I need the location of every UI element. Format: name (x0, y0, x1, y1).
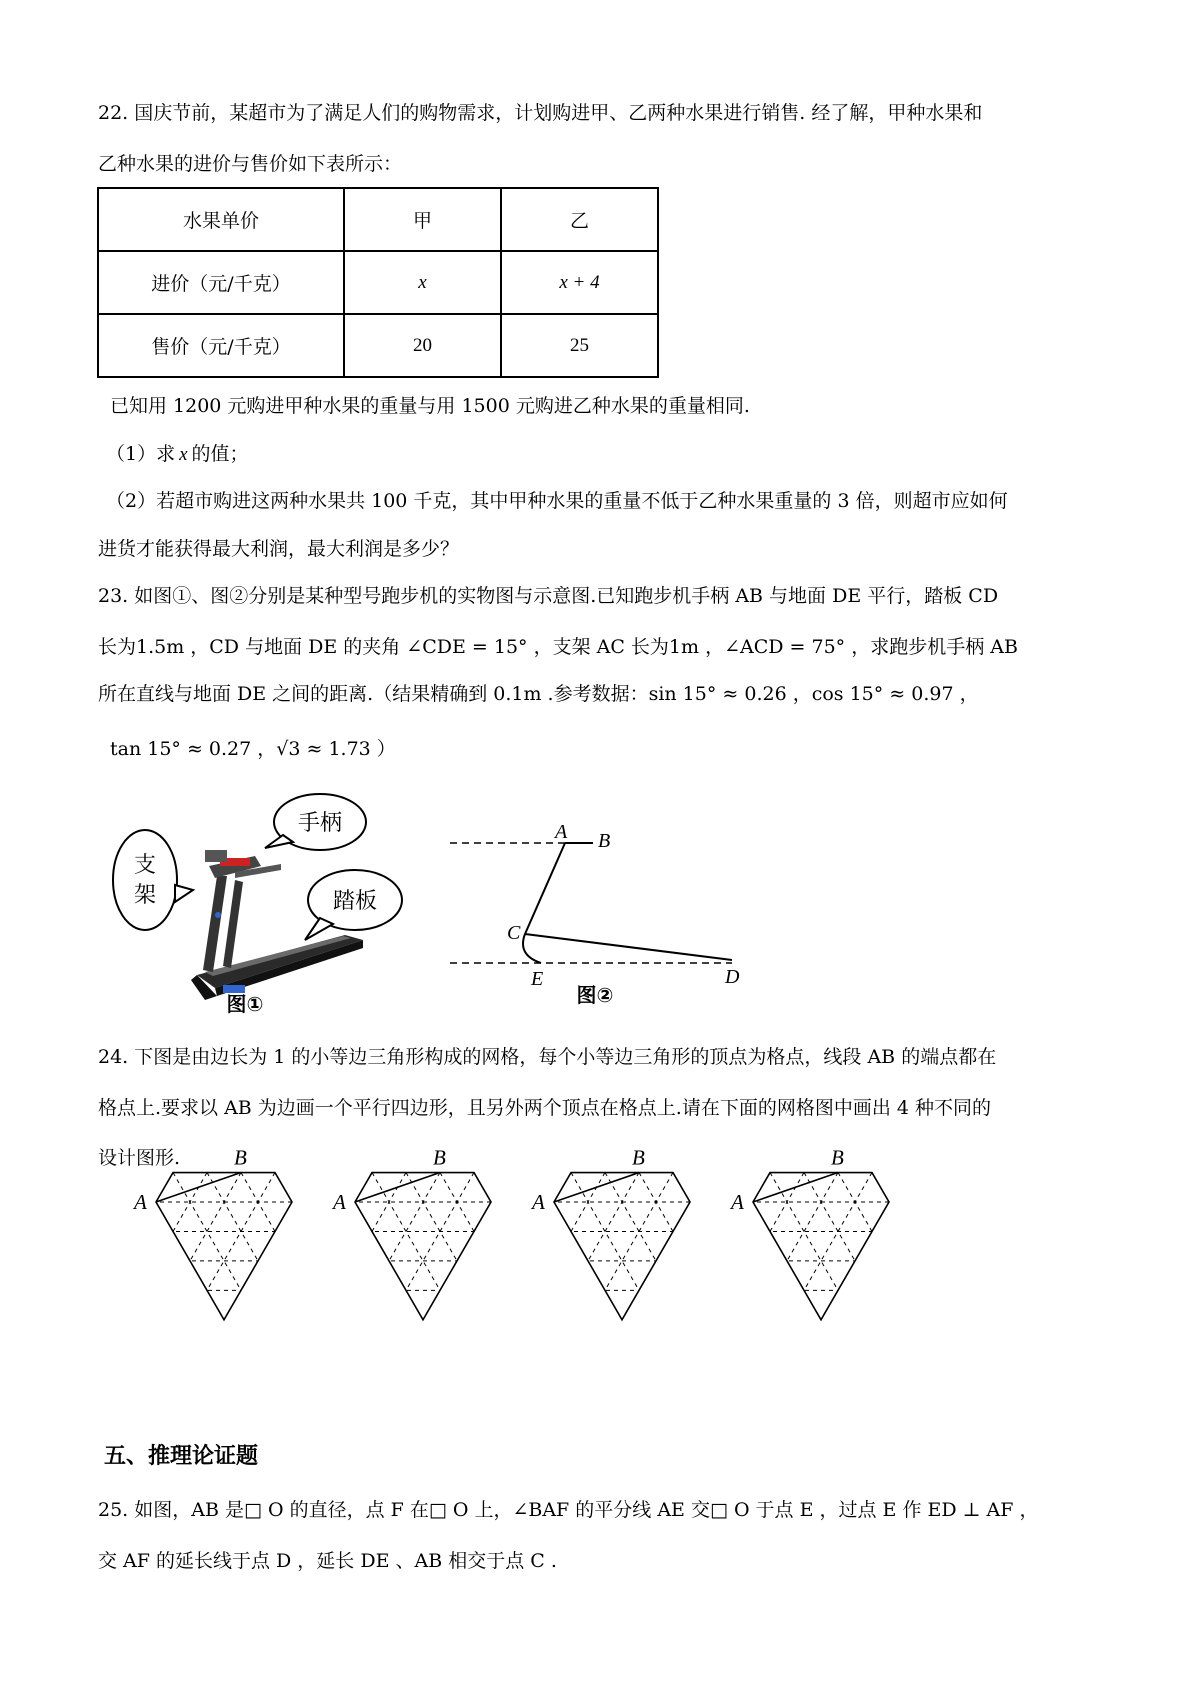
grid-line (0, 1173, 71, 1320)
segment-AC (525, 843, 565, 934)
point-label-D: D (725, 966, 740, 988)
grid-line (974, 1173, 1059, 1320)
price-table (97, 187, 659, 378)
grid-line (991, 1173, 1076, 1320)
grid-line (770, 1173, 855, 1320)
segment-AB (156, 1173, 241, 1202)
q22-part-1 (106, 445, 249, 464)
q22-line-3: 已知用 1200 元购进甲种水果的重量与用 1500 元购进乙种水果的重量相同. (110, 395, 750, 417)
grid-line (0, 1173, 54, 1320)
grid-line (1110, 1173, 1195, 1320)
segment-CD (525, 934, 732, 960)
table-header-cell: 乙 (501, 188, 658, 251)
table-row (98, 314, 658, 377)
bubble-handle-label: 手柄 (297, 811, 343, 836)
grid-line (190, 1173, 275, 1320)
point-label-A: A (555, 821, 568, 843)
grid-line (940, 1173, 1025, 1320)
table-header-cell: 甲 (344, 188, 501, 251)
grid-line (588, 1173, 673, 1320)
support-curve (523, 934, 541, 963)
table-cell: x (344, 251, 501, 314)
grid-line (1025, 1173, 1110, 1320)
diamond-grid-3 (510, 1145, 710, 1386)
grid-line (54, 1173, 139, 1320)
diamond-grid-2 (311, 1145, 511, 1386)
point-label-A: A (333, 1190, 346, 1214)
grid-line (1042, 1173, 1127, 1320)
bubble-support-tail (175, 885, 193, 902)
table-cell: x + 4 (501, 251, 658, 314)
grid-line (889, 1173, 974, 1320)
diamond-grid-4 (709, 1145, 909, 1386)
grid-line (406, 1173, 491, 1320)
grid-line (0, 1173, 3, 1320)
grid-line (753, 1173, 838, 1320)
segment-AB (753, 1173, 838, 1202)
grid-line (957, 1173, 1042, 1320)
point-label-E: E (531, 968, 544, 990)
q22-line-2: 乙种水果的进价与售价如下表所示： (98, 153, 403, 175)
grid-line (156, 1173, 241, 1320)
treadmill-schematic-figure (445, 810, 745, 1010)
grid-line (0, 1173, 37, 1320)
q24-line-1: 24. 下图是由边长为 1 的小等边三角形构成的网格，每个小等边三角形的顶点为格点，线段 AB 的端点都在 (98, 1046, 997, 1068)
q25-line-1: 25. 如图，AB 是□ O 的直径，点 F 在□ O 上，∠BAF 的平分线 AE 交□ O 于点 E ，过点 E 作 ED ⊥ AF ， (98, 1499, 1039, 1521)
segment-AB (355, 1173, 440, 1202)
q25-line-2: 交 AF 的延长线于点 D ，延长 DE 、AB 相交于点 C . (98, 1550, 557, 1572)
bubble-support (113, 830, 177, 930)
point-label-A: A (134, 1190, 147, 1214)
figure-1-caption: 图① (226, 992, 264, 1016)
point-label-A: A (532, 1190, 545, 1214)
table-cell: 25 (501, 314, 658, 377)
point-label-B: B (831, 1145, 844, 1170)
q23-line-4: tan 15° ≈ 0.27 ，√3 ≈ 1.73 ） (110, 738, 396, 760)
grid-line (389, 1173, 474, 1320)
table-cell: 进价（元/千克） (98, 251, 344, 314)
bubble-support-label-1: 支 (133, 853, 157, 878)
segment-AB (554, 1173, 639, 1202)
q23-line-2: 长为1.5m ，CD 与地面 DE 的夹角 ∠CDE = 15° ，支架 AC 长为1m ，∠ACD = 75° ，求跑步机手柄 AB (98, 636, 1018, 658)
grid-line (20, 1173, 105, 1320)
q22-part-2-line-2: 进货才能获得最大利润，最大利润是多少？ (98, 538, 460, 560)
grid-line (838, 1173, 923, 1320)
section-heading: 五、推理论证题 (104, 1444, 259, 1469)
q24-line-3: 设计图形. (98, 1147, 181, 1169)
grid-line (173, 1173, 258, 1320)
q23-line-3: 所在直线与地面 DE 之间的距离.（结果精确到 0.1m .参考数据：sin 15° ≈ 0.26 ，cos 15° ≈ 0.97 ， (98, 683, 979, 705)
grid-line (906, 1173, 991, 1320)
table-cell: 售价（元/千克） (98, 314, 344, 377)
q24-line-2: 格点上.要求以 AB 为边画一个平行四边形，且另外两个顶点在格点上.请在下面的网格图中画出 4 种不同的 (98, 1097, 992, 1119)
treadmill-photo-figure (105, 790, 405, 1015)
grid-line (554, 1173, 639, 1320)
q22-part-1-var: x (179, 444, 188, 465)
point-label-A: A (731, 1190, 744, 1214)
grid-line (605, 1173, 690, 1320)
q22-line-1: 22. 国庆节前，某超市为了满足人们的购物需求，计划购进甲、乙两种水果进行销售. 经了解，甲种水果和 (98, 102, 983, 124)
grid-line (1008, 1173, 1093, 1320)
table-cell: 20 (344, 314, 501, 377)
point-label-B: B (598, 830, 611, 852)
grid-line (855, 1173, 940, 1320)
point-label-C: C (507, 922, 521, 944)
bubble-tread-tail (305, 918, 333, 940)
point-label-B: B (234, 1145, 247, 1170)
grid-line (1076, 1173, 1161, 1320)
grid-line (355, 1173, 440, 1320)
grid-line (372, 1173, 457, 1320)
bubble-support-label-2: 架 (133, 883, 157, 908)
q22-part-1-suffix: 的值； (191, 443, 249, 465)
grid-line (3, 1173, 88, 1320)
grid-line (787, 1173, 872, 1320)
grid-line (911, 1173, 996, 1320)
table-row (98, 251, 658, 314)
table-row (98, 188, 658, 251)
grid-line (37, 1173, 122, 1320)
figure-2-caption: 图② (576, 983, 614, 1007)
grid-line (207, 1173, 292, 1320)
grid-line (804, 1173, 889, 1320)
grid-line (571, 1173, 656, 1320)
point-label-B: B (433, 1145, 446, 1170)
q22-part-1-prefix: （1）求 (106, 443, 176, 465)
q23-line-1: 23. 如图①、图②分别是某种型号跑步机的实物图与示意图.已知跑步机手柄 AB 与地面 DE 平行，踏板 CD (98, 585, 999, 607)
q22-part-2-line-1: （2）若超市购进这两种水果共 100 千克，其中甲种水果的重量不低于乙种水果重量的 3 倍，则超市应如何 (106, 490, 1008, 512)
grid-line (923, 1173, 1008, 1320)
point-label-B: B (632, 1145, 645, 1170)
bubble-tread-label: 踏板 (332, 889, 378, 914)
table-header-cell: 水果单价 (98, 188, 344, 251)
